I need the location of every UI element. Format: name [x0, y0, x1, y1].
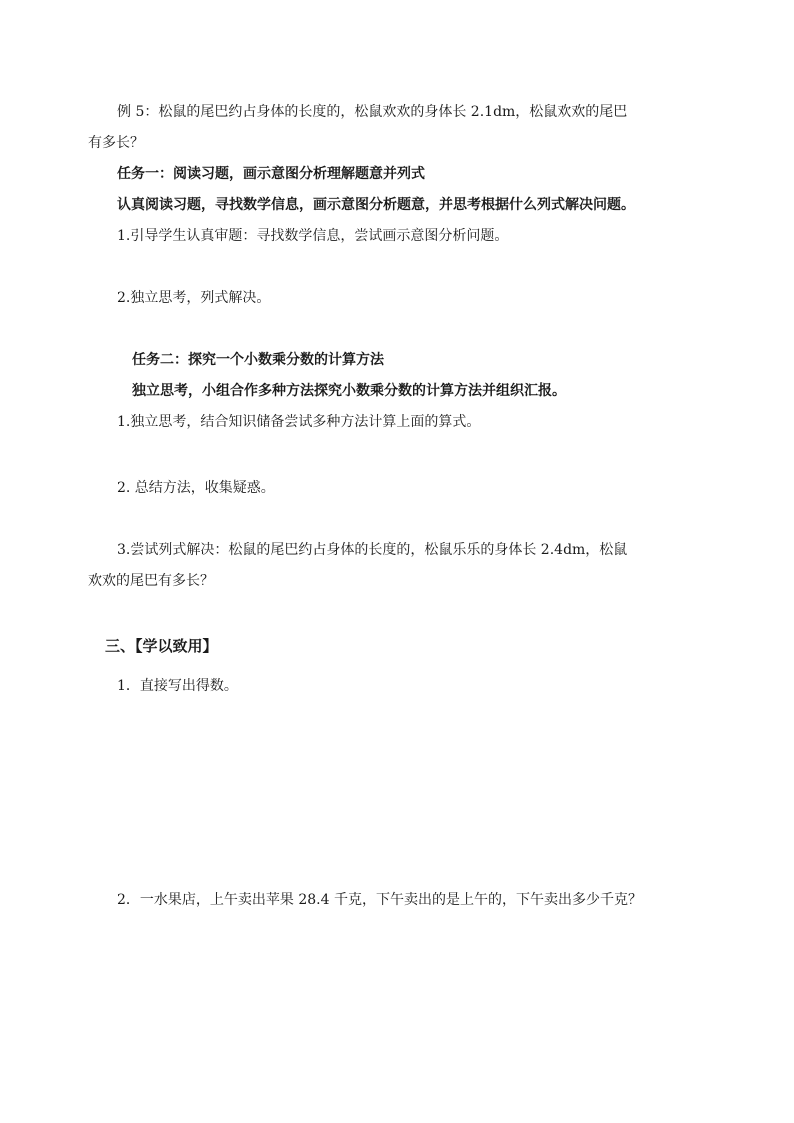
- task2-step1: 1.独立思考，结合知识储备尝试多种方法计算上面的算式。: [117, 414, 481, 430]
- example-text-line2: 有多长？: [88, 135, 144, 151]
- task1-step2: 2.独立思考，列式解决。: [117, 290, 271, 306]
- example-text-line1: 例 5：松鼠的尾巴约占身体的长度的，松鼠欢欢的身体长 2.1dm，松鼠欢欢的尾巴: [117, 104, 628, 120]
- question-2: 2．一水果店，上午卖出苹果 28.4 千克，下午卖出的是上午的，下午卖出多少千克？: [117, 892, 642, 908]
- task2-step3-line2: 欢欢的尾巴有多长？: [88, 573, 214, 589]
- section3-title: 三、【学以致用】: [105, 637, 218, 655]
- task1-instruction: 认真阅读习题，寻找数学信息，画示意图分析题意，并思考根据什么列式解决问题。: [117, 197, 635, 213]
- task1-step1: 1.引导学生认真审题：寻找数学信息，尝试画示意图分析问题。: [117, 228, 509, 244]
- task2-title: 任务二：探究一个小数乘分数的计算方法: [132, 352, 384, 368]
- task2-step2: 2. 总结方法，收集疑惑。: [117, 480, 275, 496]
- task2-step3-line1: 3.尝试列式解决：松鼠的尾巴约占身体的长度的，松鼠乐乐的身体长 2.4dm，松鼠: [117, 542, 628, 558]
- question-1: 1．直接写出得数。: [117, 678, 238, 694]
- task2-instruction: 独立思考，小组合作多种方法探究小数乘分数的计算方法并组织汇报。: [132, 383, 566, 399]
- task1-title: 任务一：阅读习题，画示意图分析理解题意并列式: [117, 166, 425, 182]
